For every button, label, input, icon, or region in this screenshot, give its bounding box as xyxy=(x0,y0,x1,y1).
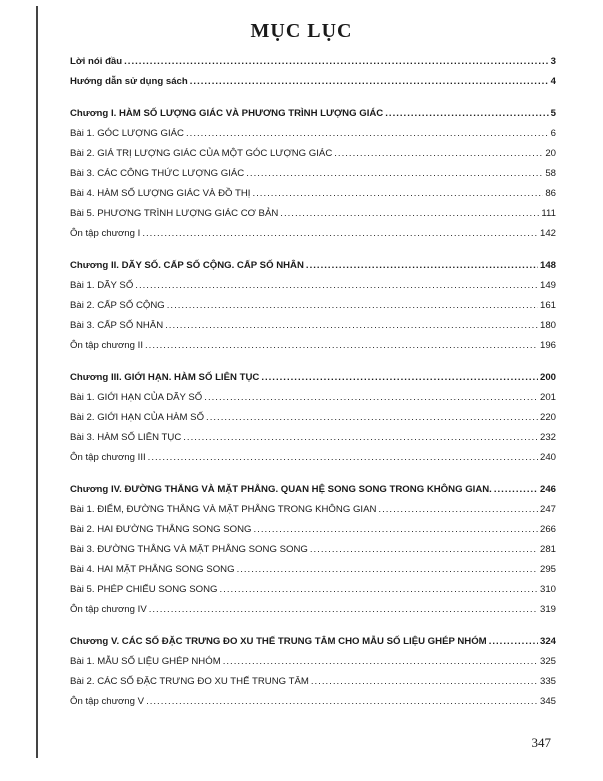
toc-entry-label: Bài 1. DÃY SỐ xyxy=(70,280,134,291)
toc-entry[interactable] xyxy=(70,428,556,448)
toc-entry-label: Lời nói đầu xyxy=(70,56,123,67)
toc-entry[interactable] xyxy=(70,520,556,540)
toc-entry-front[interactable] xyxy=(70,72,556,92)
toc-entry-page: 319 xyxy=(539,604,556,615)
dot-leader xyxy=(223,652,538,672)
toc-entry-label: Bài 3. CẤP SỐ NHÂN xyxy=(70,320,164,331)
toc-entry-page: 201 xyxy=(539,392,556,403)
toc-entry[interactable] xyxy=(70,144,556,164)
toc-entry[interactable] xyxy=(70,124,556,144)
toc-entry-page: 58 xyxy=(545,168,556,179)
toc-entry-label: Bài 1. GÓC LƯỢNG GIÁC xyxy=(70,128,184,139)
dot-leader xyxy=(246,164,543,184)
dot-leader xyxy=(254,520,538,540)
toc-entry-page: 247 xyxy=(539,504,556,515)
toc-entry-page: 5 xyxy=(550,108,556,119)
dot-leader xyxy=(280,204,539,224)
chapter-section xyxy=(70,256,556,356)
dot-leader xyxy=(261,368,538,388)
dot-leader xyxy=(145,336,538,356)
toc-entry-label: Bài 2. GIÁ TRỊ LƯỢNG GIÁC CỦA MỘT GÓC LƯỢNG GIÁC xyxy=(70,148,333,159)
toc-entry[interactable] xyxy=(70,540,556,560)
toc-entry-label: Ôn tập chương IV xyxy=(70,604,147,615)
toc-entry-page: 196 xyxy=(539,340,556,351)
dot-leader xyxy=(206,408,538,428)
toc-entry-label: Hướng dẫn sử dụng sách xyxy=(70,76,188,87)
dot-leader xyxy=(167,296,538,316)
toc-entry-label: Bài 5. PHÉP CHIẾU SONG SONG xyxy=(70,584,218,595)
toc-entry-page: 3 xyxy=(550,56,556,67)
toc-entry-page: 20 xyxy=(545,148,556,159)
toc-entry[interactable] xyxy=(70,276,556,296)
dot-leader xyxy=(183,428,538,448)
dot-leader xyxy=(489,632,538,652)
toc-entry-label: Bài 1. ĐIỂM, ĐƯỜNG THẲNG VÀ MẶT PHẲNG TRONG KHÔNG GIAN xyxy=(70,504,377,515)
toc-entry-label: Chương II. DÃY SỐ. CẤP SỐ CỘNG. CẤP SỐ NHÂN xyxy=(70,260,304,271)
toc-entry[interactable] xyxy=(70,164,556,184)
toc-entry-label: Bài 3. ĐƯỜNG THẲNG VÀ MẶT PHẲNG SONG SONG xyxy=(70,544,308,555)
toc-entry-label: Ôn tập chương I xyxy=(70,228,141,239)
toc-entry-label: Ôn tập chương V xyxy=(70,696,145,707)
dot-leader xyxy=(135,276,538,296)
dot-leader xyxy=(306,256,538,276)
chapter-section xyxy=(70,480,556,620)
toc-entry-page: 295 xyxy=(539,564,556,575)
dot-leader xyxy=(124,52,549,72)
dot-leader xyxy=(378,500,538,520)
toc-entry-label: Chương V. CÁC SỐ ĐẶC TRƯNG ĐO XU THẾ TRUNG TÂM CHO MẪU SỐ LIỆU GHÉP NHÓM xyxy=(70,636,487,647)
toc-entry-page: 200 xyxy=(539,372,556,383)
toc-entry-page: 6 xyxy=(550,128,556,139)
chapter-heading[interactable] xyxy=(70,368,556,388)
toc-entry-page: 246 xyxy=(539,484,556,495)
toc-entry[interactable] xyxy=(70,672,556,692)
front-matter xyxy=(70,52,556,92)
toc-entry-page: 345 xyxy=(539,696,556,707)
toc-entry-page: 310 xyxy=(539,584,556,595)
toc-entry-page: 111 xyxy=(541,208,556,219)
toc-entry-page: 325 xyxy=(539,656,556,667)
toc-entry[interactable] xyxy=(70,184,556,204)
chapter-heading[interactable] xyxy=(70,104,556,124)
dot-leader xyxy=(149,600,538,620)
chapter-heading[interactable] xyxy=(70,480,556,500)
toc-entry-page: 335 xyxy=(539,676,556,687)
toc-entry-page: 86 xyxy=(545,188,556,199)
dot-leader xyxy=(311,672,538,692)
chapter-section xyxy=(70,104,556,244)
toc-entry[interactable] xyxy=(70,500,556,520)
toc-entry[interactable] xyxy=(70,560,556,580)
dot-leader xyxy=(148,448,538,468)
toc-entry-label: Bài 4. HÀM SỐ LƯỢNG GIÁC VÀ ĐỒ THỊ xyxy=(70,188,251,199)
toc-entry-label: Ôn tập chương II xyxy=(70,340,143,351)
dot-leader xyxy=(142,224,538,244)
dot-leader xyxy=(334,144,543,164)
toc-entry-page: 266 xyxy=(539,524,556,535)
toc-entry-label: Bài 4. HAI MẶT PHẲNG SONG SONG xyxy=(70,564,235,575)
page-title: MỤC LỤC xyxy=(250,20,353,42)
toc-entry[interactable] xyxy=(70,224,556,244)
toc-entry-label: Bài 1. MẪU SỐ LIỆU GHÉP NHÓM xyxy=(70,656,221,667)
toc-entry-page: 232 xyxy=(539,432,556,443)
toc-entry-label: Bài 1. GIỚI HẠN CỦA DÃY SỐ xyxy=(70,392,203,403)
toc-entry[interactable] xyxy=(70,652,556,672)
toc-entry-label: Ôn tập chương III xyxy=(70,452,146,463)
toc-entry-label: Bài 3. CÁC CÔNG THỨC LƯỢNG GIÁC xyxy=(70,168,245,179)
dot-leader xyxy=(146,692,538,712)
page-number: 347 xyxy=(531,735,551,750)
toc-entry-label: Bài 2. GIỚI HẠN CỦA HÀM SỐ xyxy=(70,412,205,423)
toc-entry-page: 161 xyxy=(539,300,556,311)
toc-entry[interactable] xyxy=(70,296,556,316)
dot-leader xyxy=(310,540,538,560)
toc-entry-label: Bài 2. CÁC SỐ ĐẶC TRƯNG ĐO XU THẾ TRUNG TÂM xyxy=(70,676,309,687)
toc-entry-label: Bài 5. PHƯƠNG TRÌNH LƯỢNG GIÁC CƠ BẢN xyxy=(70,208,279,219)
toc-entry[interactable] xyxy=(70,388,556,408)
dot-leader xyxy=(494,480,538,500)
toc-entry-page: 148 xyxy=(539,260,556,271)
toc-entry[interactable] xyxy=(70,204,556,224)
toc-entry-page: 142 xyxy=(539,228,556,239)
chapter-section xyxy=(70,632,556,712)
chapter-section xyxy=(70,368,556,468)
toc-entry-label: Chương III. GIỚI HẠN. HÀM SỐ LIÊN TỤC xyxy=(70,372,260,383)
toc-entry-label: Bài 2. HAI ĐƯỜNG THẲNG SONG SONG xyxy=(70,524,252,535)
toc-entry-page: 281 xyxy=(539,544,556,555)
toc-entry[interactable] xyxy=(70,336,556,356)
toc-entry-label: Bài 3. HÀM SỐ LIÊN TỤC xyxy=(70,432,182,443)
dot-leader xyxy=(385,104,548,124)
toc-entry-page: 324 xyxy=(539,636,556,647)
toc-entry-page: 220 xyxy=(539,412,556,423)
binding-margin-line xyxy=(36,6,38,758)
dot-leader xyxy=(190,72,549,92)
dot-leader xyxy=(186,124,549,144)
toc-entry[interactable] xyxy=(70,448,556,468)
toc-entry-label: Bài 2. CẤP SỐ CỘNG xyxy=(70,300,165,311)
toc-entry-label: Chương IV. ĐƯỜNG THẲNG VÀ MẶT PHẲNG. QUAN HỆ SONG SONG TRONG KHÔNG GIAN. xyxy=(70,484,492,495)
dot-leader xyxy=(204,388,538,408)
toc-entry[interactable] xyxy=(70,408,556,428)
toc-entry[interactable] xyxy=(70,316,556,336)
dot-leader xyxy=(220,580,538,600)
dot-leader xyxy=(252,184,543,204)
toc-entry-label: Chương I. HÀM SỐ LƯỢNG GIÁC VÀ PHƯƠNG TRÌNH LƯỢNG GIÁC xyxy=(70,108,384,119)
toc-entry-page: 4 xyxy=(550,76,556,87)
chapter-heading[interactable] xyxy=(70,256,556,276)
toc-entry-front[interactable] xyxy=(70,52,556,72)
toc-entry[interactable] xyxy=(70,600,556,620)
dot-leader xyxy=(237,560,538,580)
table-of-contents xyxy=(70,52,556,712)
toc-entry[interactable] xyxy=(70,692,556,712)
toc-entry-page: 180 xyxy=(539,320,556,331)
toc-entry-page: 149 xyxy=(539,280,556,291)
chapter-heading[interactable] xyxy=(70,632,556,652)
toc-entry-page: 240 xyxy=(539,452,556,463)
toc-entry[interactable] xyxy=(70,580,556,600)
dot-leader xyxy=(165,316,538,336)
